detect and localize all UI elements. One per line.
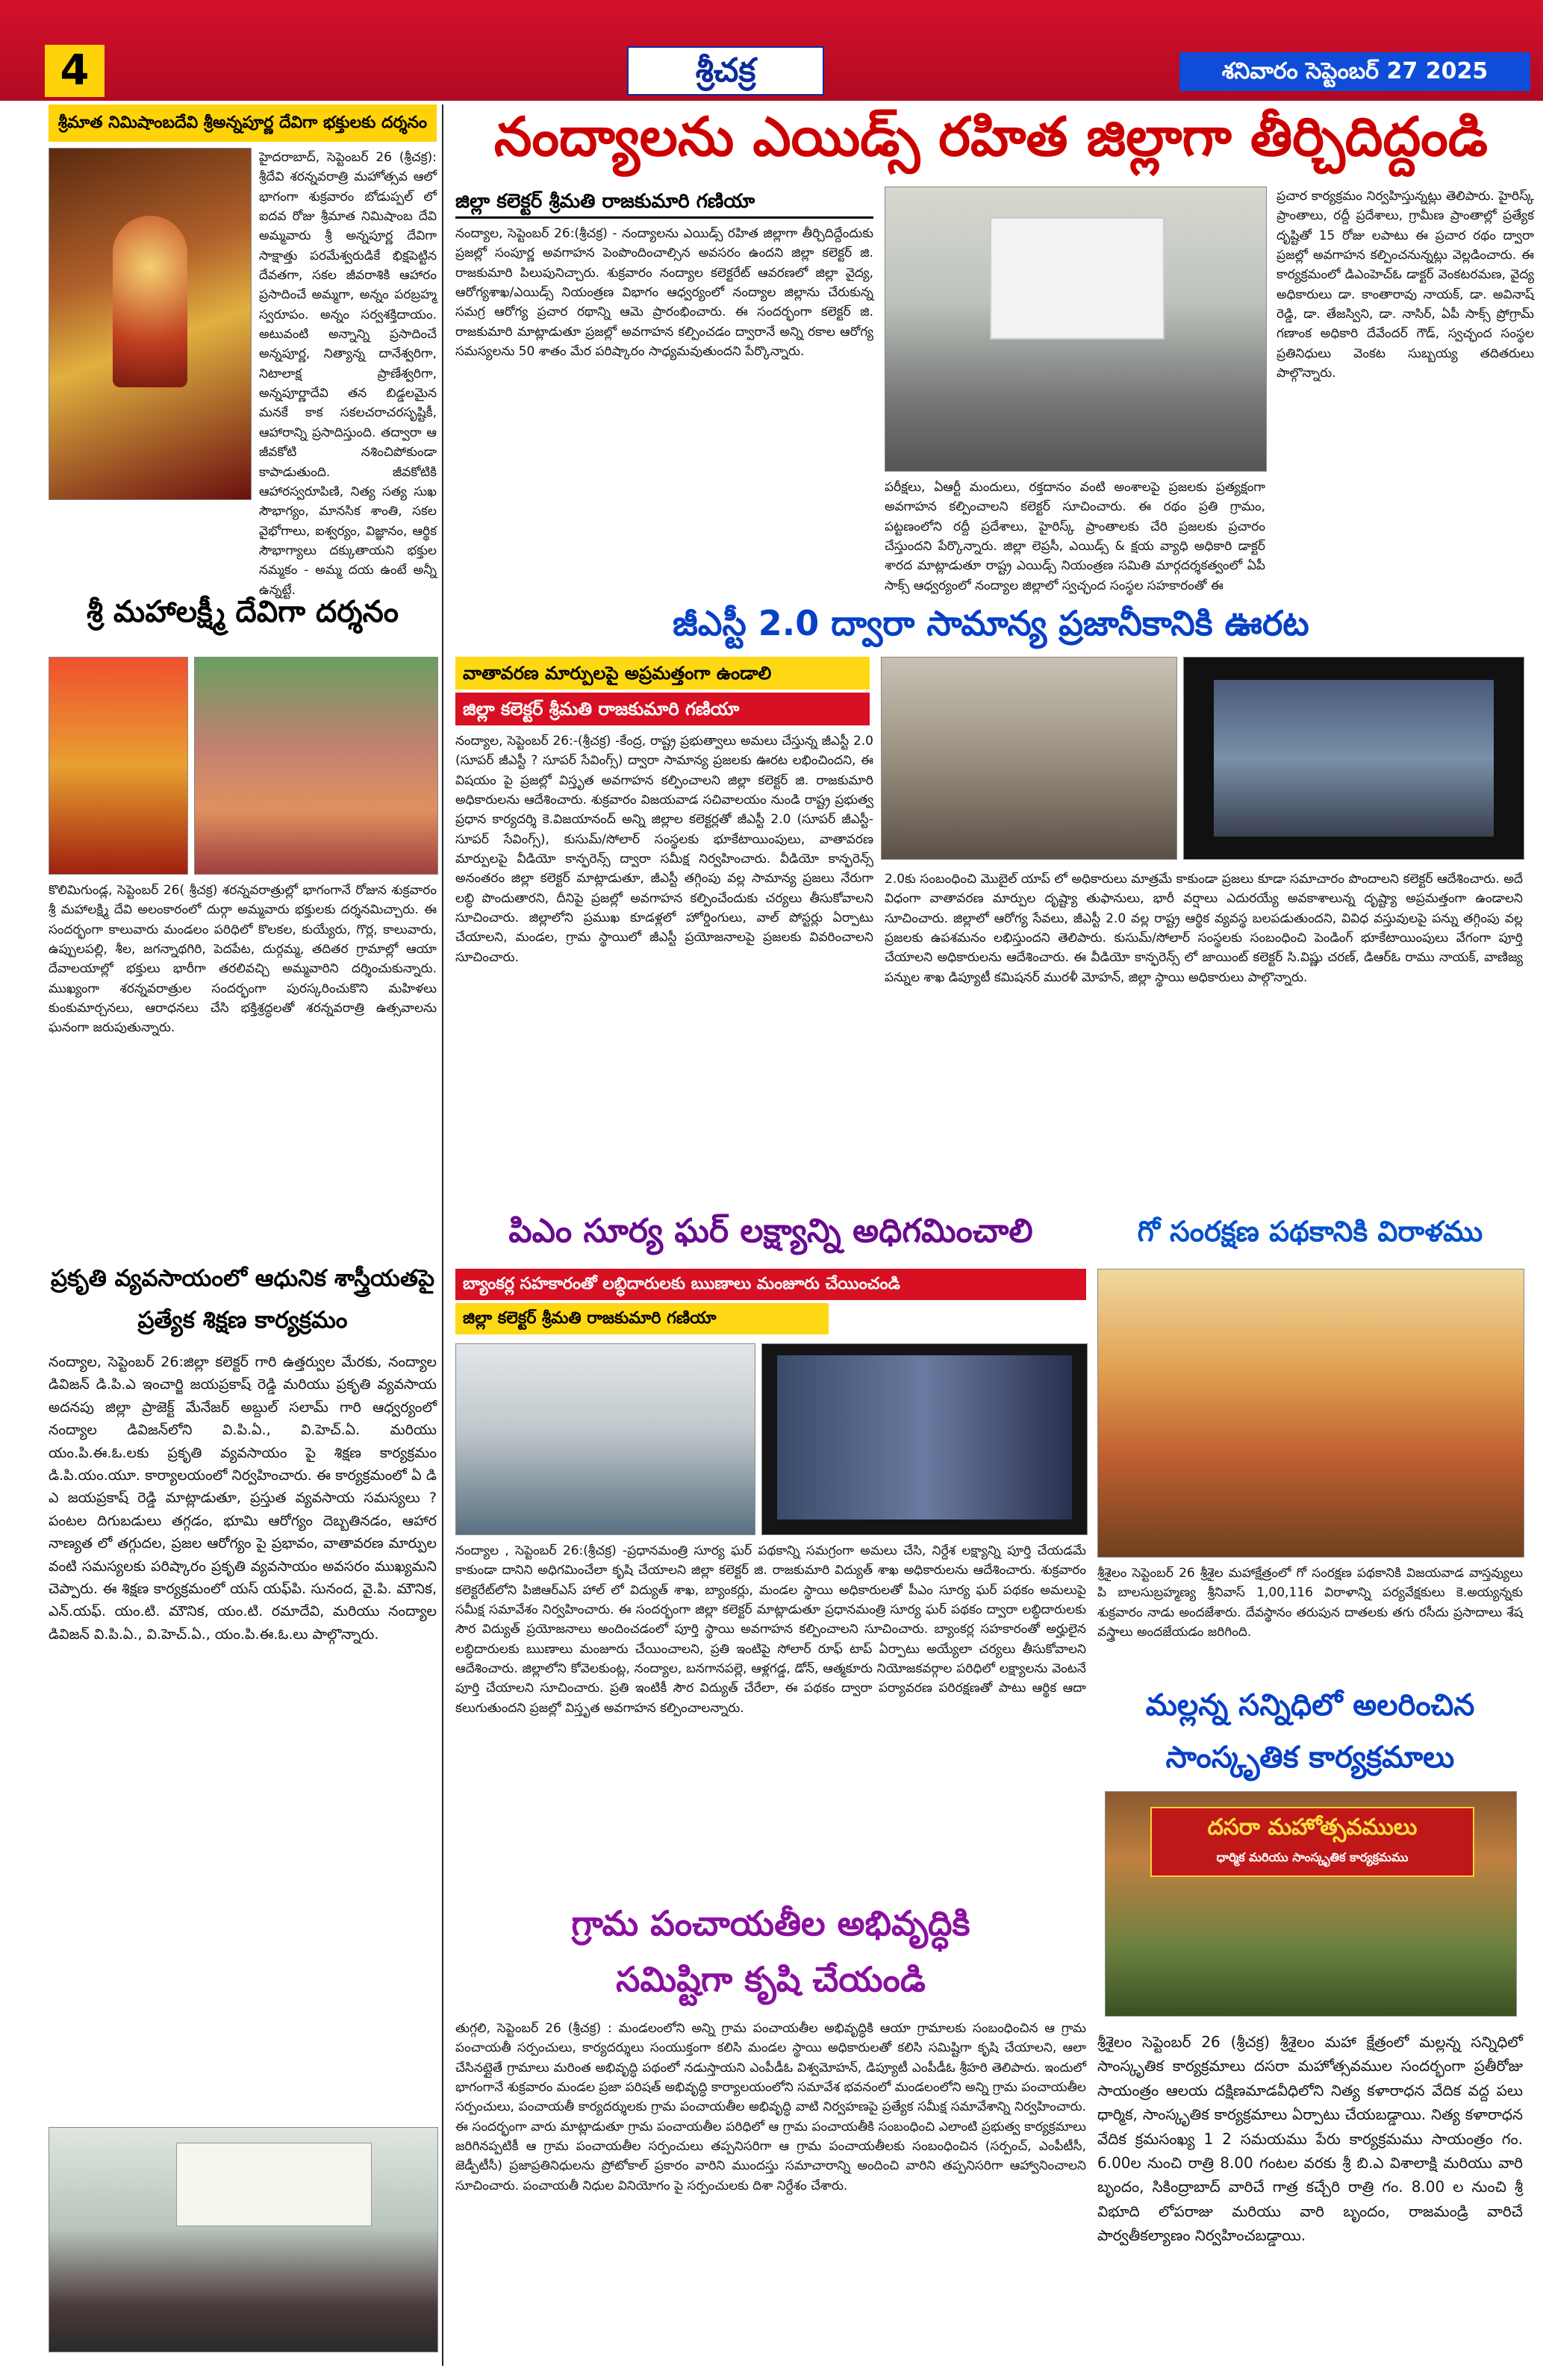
lead-byline: జిల్లా కలెక్టర్ శ్రీమతి రాజకుమారి గణియా bbox=[455, 187, 873, 219]
gst-body: నంద్యాల, సెప్టెంబర్ 26:-(శ్రీచక్ర) -కేంద్ర, రాష్ట్ర ప్రభుత్వాలు అమలు చేస్తున్న జీఎస్టీ 2.0 (సూపర్ జీఎస్టీ ? సూపర్ సేవింగ్స్) ద్వారా సామాన్య ప్రజలకు ఊరట లభించిందని, ఈ విషయం పై ప్రజల్లో విస్తృత అవగాహన కల్పించాలని జిల్లా కలెక్టర్ జి. రాజకుమారి అధికారులను ఆదేశించారు. శుక్రవారం విజయవాడ సచివాలయం నుండి రాష్ట్ర ప్రభుత్వ ప్రధాన కార్యదర్శి కె.విజయానంద్ అన్ని జిల్లాల కలెక్టర్లతో జీఎస్టీ 2.0 (సూపర్ జీఎస్టీ-సూపర్ సేవింగ్స్), కుసుమ్/సోలార్ సంస్థలకు భూకేటాయింపులు, వాతావరణ మార్పులపై వీడియో కాన్ఫరెన్స్ ద్వారా సమీక్ష నిర్వహించారు. వీడియో కాన్ఫరెన్స్ అనంతరం జిల్లా కలెక్టర్ మాట్లాడుతూ, జీఎస్టీ తగ్గింపు వల్ల సామాన్య ప్రజలు నేరుగా లబ్ధి పొందుతారని, దీనిపై ప్రజల్లో అవగాహన కల్పించేందుకు చర్యలు తీసుకోవాలని సూచించారు. జిల్లాలోని ప్రముఖ కూడళ్లలో హోర్డింగులు, వాల్ పోస్టర్లు ఏర్పాటు చేయాలని, మండల, గ్రామ స్థాయిలో జీఎస్టీ ప్రయోజనాలపై ప్రజలకు వివరించాలని సూచించారు. bbox=[455, 734, 873, 965]
column-divider bbox=[442, 104, 443, 2366]
gst-subhead-2: జిల్లా కలెక్టర్ శ్రీమతి రాజకుమారి గణియా bbox=[455, 693, 870, 725]
surya-video-conference-photo bbox=[761, 1343, 1088, 1535]
mallanna-body: శ్రీశైలం సెప్టెంబర్ 26 (శ్రీచక్ర) శ్రీశైలం మహా క్షేత్రంలో మల్లన్న సన్నిధిలో సాంస్కృతిక కార్యక్రమాలు దసరా మహోత్సవముల సందర్భంగా ప్రతీరోజు సాయంత్రం ఆలయ దక్షిణమాడవీధిలోని నిత్య కళారాధన వేదిక వద్ద పలు ధార్మిక, సాంస్కృతిక కార్యక్రమాలు ఏర్పాటు చేయబడ్డాయి. నిత్య కళారాధన వేదిక క్రమసంఖ్య 1 2 సమయము పేరు కార్యక్రమము సాయంత్రం గం. 6.00ల నుంచి రాత్రి 8.00 గంటల వరకు శ్రీ బి.ఎ విశాలాక్షి మరియు వారి బృందం, సికింద్రాబాద్ వారిచే గాత్ర కచ్చేరి రాత్రి గం. 8.00 ల నుంచి శ్రీ విభూది లోపరాజు మరియు వారి బృందం, రాజమండ్రి వారిచే పార్వతీకల్యాణం నిర్వహించబడ్డాయి. bbox=[1097, 2033, 1523, 2245]
go-headline: గో సంరక్షణ పథకానికి విరాళము bbox=[1137, 1215, 1483, 1248]
dasara-banner-title: దసరా మహోత్సవములు bbox=[1207, 1814, 1418, 1840]
surya-meeting-photo bbox=[455, 1343, 755, 1535]
lead-headline: నంద్యాలను ఎయిడ్స్ రహిత జిల్లాగా తీర్చిదిద్దండి bbox=[493, 105, 1489, 168]
panchayat-headline-2: సమిష్టిగా కృషి చేయండి bbox=[616, 1959, 926, 1999]
dasara-banner bbox=[1150, 1807, 1474, 1877]
go-body: శ్రీశైలం సెప్టెంబర్ 26 శ్రీశైల మహాక్షేత్రంలో గో సంరక్షణ పథకానికి విజయవాడ వాస్తవ్యులు పి బాలసుబ్రహ్మణ్య శ్రీనివాస్ 1,00,116 విరాళాన్ని పర్యవేక్షకులు కె.అయ్యన్నకు శుక్రవారం నాడు అందజేశారు. దేవస్థానం తరుపున దాతలకు తగు రసీదు ప్రసాదాలు శేష వస్త్రాలు అందజేయడం జరిగింది. bbox=[1097, 1566, 1523, 1640]
goddess-annapurna-photo bbox=[49, 148, 252, 500]
page-number: 4 bbox=[45, 45, 105, 97]
gst-meeting-photo bbox=[881, 657, 1177, 860]
panchayat-body: తుగ్గలి, సెప్టెంబర్ 26 (శ్రీచక్ర) : మండలంలోని అన్ని గ్రామ పంచాయతీల అభివృద్ధికి ఆయా గ్రామాలకు సంబంధించిన ఆ గ్రామ పంచాయతీ సర్పంచులు, కార్యదర్శులు సంయుక్తంగా కలిసి మండల స్థాయి అధికారులతో కలిసి సమిష్టిగా కృషి చేయాలని, ఆలా చేసినట్లైతే గ్రామాలు మరింత అభివృద్ధి పథంలో నడుస్తాయని ఎంపీడీఓ విశ్వమోహన్, డిప్యూటీ ఎంపీడీఓ శ్రీహరి తెలిపారు. ఇందులో భాగంగానే శుక్రవారం మండల ప్రజా పరిషత్ అభివృద్ధి కార్యాలయంలోని సమావేశ భవనంలో మండలంలోని అన్ని గ్రామ పంచాయతీల సర్పంచులు, పంచాయతీ కార్యదర్శులకు గ్రామ పంచాయతీల అభివృద్ధి వాటి నిర్వహణపై ప్రత్యేక సమీక్ష సమావేశాన్ని నిర్వహించారు. ఈ సందర్భంగా వారు మాట్లాడుతూ గ్రామ పంచాయతీల పరిధిలో ఆ గ్రామ పంచాయతీకి సంబంధించి ఎలాంటి ప్రభుత్వ కార్యక్రమాలు జరిగినప్పటికీ ఆ గ్రామ పంచాయతీల సర్పంచులు తప్పనిసరిగా ఆ గ్రామ పంచాయతీలకు సంబంధించిన (సర్పంచ్, ఎంపీటీసీ, జెడ్పీటీసీ) ప్రజాప్రతినిధులను ప్రోటోకాల్ ప్రకారం వారిని ముందస్తు సమాచారాన్ని అందించి వారిని తప్పనిసరిగా ఆహ్వానించాలని సూచించారు. పంచాయతీ నిధుల వినియోగం పై సర్పంచులకు దిశా నిర్దేశం చేశారు. bbox=[455, 2021, 1086, 2193]
donation-photo bbox=[1097, 1269, 1524, 1558]
lead-body: నంద్యాల, సెప్టెంబర్ 26:(శ్రీచక్ర) - నంద్యాలను ఎయిడ్స్ రహిత జిల్లాగా తీర్చిదిద్దేందుకు ప్రజల్లో సంపూర్ణ అవగాహన పెంపొందించాల్సిన అవసరం ఉందని జిల్లా కలెక్టర్ జి. రాజకుమారి పిలుపునిచ్చారు. శుక్రవారం నంద్యాల కలెక్టరేట్ ఆవరణలో జిల్లా వైద్య, ఆరోగ్యశాఖ/ఎయిడ్స్ నియంత్రణ విభాగం ఆధ్వర్యంలో నంద్యాల జిల్లాను చేరుకున్న సమగ్ర ఆరోగ్య ప్రచార రథాన్ని ఆమె ప్రారంభించారు. ఈ సందర్భంగా కలెక్టర్ జి. రాజకుమారి మాట్లాడుతూ ప్రజల్లో అవగాహన కల్పించడం ద్వారానే అన్ని రకాల ఆరోగ్య సమస్యలను 50 శాతం మేర పరిష్కారం సాధ్యమవుతుందని పేర్కొన్నారు. bbox=[455, 226, 873, 360]
story3-headline: ప్రకృతి వ్యవసాయంలో ఆధునిక శాస్త్రీయతపై ప్రత్యేక శిక్షణ కార్యక్రమం bbox=[50, 1265, 435, 1334]
panchayat-headline-1: గ్రామ పంచాయతీల అభివృద్ధికి bbox=[571, 1903, 970, 1943]
dasara-stage-photo bbox=[1105, 1791, 1517, 2017]
dasara-banner-subtitle: ధార్మిక మరియు సాంస్కృతిక కార్యక్రమము bbox=[1216, 1850, 1409, 1864]
surya-subhead-1: బ్యాంకర్ల సహకారంతో లబ్ధిదారులకు ఋణాలు మంజూరు చేయించండి bbox=[455, 1269, 1086, 1300]
mahalakshmi-photo-2 bbox=[194, 657, 438, 875]
mallanna-headline-2: సాంస్కృతిక కార్యక్రమాలు bbox=[1165, 1740, 1455, 1775]
story2-body: కొలిమిగుండ్ల, సెప్టెంబర్ 26( శ్రీచక్ర) శరన్నవరాత్రుల్లో భాగంగానే రోజున శుక్రవారం శ్రీ మహాలక్ష్మి దేవి అలంకారంలో దుర్గా అమ్మవారు భక్తులకు దర్శనమిచ్చారు. ఈ సందర్భంగా కాలువారు మండలం పరిధిలో కొలకల, కుయ్యేరు, గొర్ల, కాలువారు, ఉప్పులపల్లి, శీల, జగన్నాథగిరి, పెదపేట, దుర్గమ్మ, తదితర గ్రామాల్లో ఆయా దేవాలయాల్లో భక్తులు భారీగా తరలివచ్చి అమ్మవారిని దర్శించుకున్నారు. ముఖ్యంగా శరన్నవరాత్రుల సందర్భంగా పురస్కరించుకొని మహిళలు కుంకుమార్చనలు, ఆరాధనలు చేసి భక్తిశ్రద్ధలతో శరన్నవరాత్రి ఉత్సవాలను ఘనంగా జరుపుతున్నారు. bbox=[49, 883, 437, 1036]
gst-video-conference-photo bbox=[1183, 657, 1524, 860]
dateline: శనివారం సెప్టెంబర్ 27 2025 bbox=[1179, 52, 1530, 91]
lead-side-body: ప్రచార కార్యక్రమం నిర్వహిస్తున్నట్లు తెలిపారు. హైరిస్క్ ప్రాంతాలు, రద్దీ ప్రదేశాలు, గ్రామీణ ప్రాంతాల్లో ప్రత్యేక దృష్టితో 15 రోజు లపాటు ఈ ప్రచార రథం ద్వారా ప్రజల్లో అవగాహన కల్పించనున్నట్లు వెల్లడించారు. ఈ కార్యక్రమంలో డిఎంహెచ్ఓ డాక్టర్ వెంకటరమణ, వైద్య అధికారులు డా. కాంతారావు నాయక్, డా. అవినాష్ రెడ్డి, డా. తేజస్విని, డా. నాసిర్, ఏపీ సాక్స్ ప్రోగ్రామ్ గణాంక అధికారి దేవేందర్ గౌడ్, స్వచ్ఛంద సంస్థల ప్రతినిధులు వెంకట సుబ్బయ్య తదితరులు పాల్గొన్నారు. bbox=[1277, 189, 1534, 381]
aids-campaign-vehicle-photo bbox=[885, 187, 1267, 472]
gst-subhead-1: వాతావరణ మార్పులపై అప్రమత్తంగా ఉండాలి bbox=[455, 657, 870, 690]
story3-body: నంద్యాల, సెప్టెంబర్ 26:జిల్లా కలెక్టర్ గారి ఉత్తర్వుల మేరకు, నంద్యాల డివిజన్ డి.పి.ఎ ఇంచార్జి జయప్రకాష్ రెడ్డి మరియు ప్రకృతి వ్యవసాయ అదనపు జిల్లా ప్రాజెక్ట్ మేనేజర్ అబ్దుల్ సలామ్ గారి ఆధ్వర్యంలో నంద్యాల డివిజన్‌లోని వి.పి.ఏ., వి.హెచ్.ఏ. మరియు యం.పి.ఈ.ఓ.లకు ప్రకృతి వ్యవసాయం పై శిక్షణ కార్యక్రమం డి.పి.యం.యూ. కార్యాలయంలో నిర్వహించారు. ఈ కార్యక్రమంలో ఏ డి ఎ జయప్రకాష్ రెడ్డి మాట్లాడుతూ, ప్రస్తుత వ్యవసాయ సమస్యలు ? పంటల దిగుబడులు తగ్గడం, భూమి ఆరోగ్యం దెబ్బతినడం, ఆహార నాణ్యత లో తగ్గుదల, ప్రజల ఆరోగ్యం పై ప్రభావం, వాతావరణ మార్పుల వంటి సమస్యలకు పరిష్కారం ప్రకృతి వ్యవసాయం అవసరం ముఖ్యమని చెప్పారు. ఈ శిక్షణ కార్యక్రమంలో యస్ యఫ్‌పి. సునంద, వై.పి. మౌనిక, ఎన్.యఫ్. యం.టి. మౌనిక, యం.టి. రమాదేవి, మరియు నంద్యాల డివిజన్ వి.పి.ఏ., వి.హెచ్.ఏ., యం.పి.ఈ.ఓ.లు పాల్గొన్నారు. bbox=[49, 1354, 437, 1643]
surya-headline: పిఎం సూర్య ఘర్ లక్ష్యాన్ని అధిగమించాలి bbox=[508, 1212, 1033, 1250]
story1-body: హైదరాబాద్, సెప్టెంబర్ 26 (శ్రీచక్ర): శ్రీదేవి శరన్నవరాత్రి మహోత్సవ ఆలో భాగంగా శుక్రవారం బోడుప్పల్ లో ఐదవ రోజు శ్రీమాత నిమిషాంబ దేవి అమ్మవారు శ్రీ అన్నపూర్ణ దేవిగా సాక్షాత్తు పరమేశ్వరుడికే భిక్షపెట్టిన దేవతగా, సకల జీవరాశికి ఆహారం ప్రసాదించే అమ్మగా, అన్నం పరబ్రహ్మ స్వరూపం. అన్నం సర్వశక్తిదాయం. అటువంటి అన్నాన్ని ప్రసాదించే అన్నపూర్ణ, నిత్యాన్న దానేశ్వరిగా, నిటాలాక్ష ప్రాణేశ్వరిగా, అన్నపూర్ణాదేవి తన బిడ్డలమైన మనకే కాక సకలచరాచరసృష్టికీ, ఆహారాన్ని ప్రసాదిస్తుంది. తద్వారా ఆ జీవకోటి నశించిపోకుండా కాపాడుతుంది. జీవకోటికి ఆహారస్వరూపిణి, నిత్య సత్య సుఖ సౌభాగ్యం, మానసిక శాంతి, సకల వైభోగాలు, ఐశ్వర్యం, విజ్ఞానం, ఆర్థిక సౌభాగ్యాలు దక్కుతాయని భక్తుల నమ్మకం - అమ్మ దయ ఉంటే అన్నీ ఉన్నట్టే. bbox=[259, 150, 437, 598]
mallanna-headline-1: మల్లన్న సన్నిధిలో అలరించిన bbox=[1145, 1688, 1475, 1722]
mahalakshmi-photo-1 bbox=[49, 657, 188, 875]
left-column bbox=[41, 104, 440, 2366]
newspaper-logo: శ్రీచక్ర bbox=[627, 46, 824, 96]
surya-subhead-2: జిల్లా కలెక్టర్ శ్రీమతి రాజకుమారి గణియా bbox=[455, 1303, 829, 1334]
gst-body-right: 2.0కు సంబంధించి మొబైల్ యాప్ లో అధికారులు మాత్రమే కాకుండా ప్రజలు కూడా సమాచారం పొందాలని కలెక్టర్ ఆదేశించారు. అదే విధంగా వాతావరణ మార్పుల దృష్ట్యా తుఫానులు, భారీ వర్షాలు ఎదురయ్యే అవకాశాలున్న దృష్ట్యా అప్రమత్తంగా ఉండాలని సూచించారు. జిల్లాలో ఆరోగ్య సేవలు, జీఎస్టీ 2.0 వల్ల రాష్ట్ర ఆర్థిక వ్యవస్థ బలపడుతుందని, వివిధ వస్తువులపై పన్ను తగ్గింపు వల్ల ప్రజలకు ఉపశమనం లభిస్తుందని తెలిపారు. కుసుమ్/సోలార్ సంస్థలకు సంబంధించి పెండింగ్ భూకేటాయింపులు వేగంగా పూర్తి చేయాలని అధికారులను ఆదేశించారు. ఈ వీడియో కాన్ఫరెన్స్ లో జాయింట్ కలెక్టర్ సి.విష్ణు చరణ్, డిఆర్ఓ రాము నాయక్, వాణిజ్య పన్నుల శాఖ డిప్యూటీ కమిషనర్ మురళీ మోహన్, జిల్లా స్థాయి అధికారులు పాల్గొన్నారు. bbox=[885, 872, 1523, 985]
surya-body: నంద్యాల , సెప్టెంబర్ 26:(శ్రీచక్ర) -ప్రధానమంత్రి సూర్య ఘర్ పథకాన్ని సమగ్రంగా అమలు చేసి, నిర్దేశ లక్ష్యాన్ని పూర్తి చేయడమే కాకుండా దానిని అధిగమించేలా కృషి చేయాలని జిల్లా కలెక్టర్ జి. రాజకుమారి విద్యుత్ శాఖ అధికారులను ఆదేశించారు. శుక్రవారం కలెక్టరేట్‌లోని పిజిఆర్ఎస్ హాల్ లో విద్యుత్ శాఖ, బ్యాంకర్లు, మండల స్థాయి అధికారులతో పీఎం సూర్య ఘర్ పథకం అమలుపై సమీక్ష సమావేశం నిర్వహించారు. ఈ సందర్భంగా జిల్లా కలెక్టర్ మాట్లాడుతూ ప్రధానమంత్రి సూర్య ఘర్ పథకం ద్వారా లబ్ధిదారులకు సౌర విద్యుత్ ప్రయోజనాలు అందించడంలో పూర్తి స్థాయి అవగాహన కల్పించాలని సూచించారు. బ్యాంకర్ల సహకారంతో అర్హులైన లబ్ధిదారులకు ఋణాలు మంజూరు చేయించాలని, ప్రతి ఇంటిపై సోలార్ రూఫ్ టాప్ ఏర్పాటు అయ్యేలా చర్యలు తీసుకోవాలని ఆదేశించారు. జిల్లాలోని కోవెలకుంట్ల, నంద్యాల, బనగానపల్లె, ఆళ్లగడ్డ, డోన్, ఆత్మకూరు నియోజకవర్గాల పరిధిలో లక్ష్యాలను వెంటనే పూర్తి చేయాలని సూచించారు. ప్రతి ఇంటికీ సౌర విద్యుత్ చేరేలా, ఈ పథకం ద్వారా పర్యావరణ పరిరక్షణతో పాటు ఆర్థిక ఆదా కలుగుతుందని ప్రజల్లో విస్తృత అవగాహన కల్పించాలన్నారు. bbox=[455, 1543, 1086, 1716]
story2-headline: శ్రీ మహాలక్ష్మీ దేవిగా దర్శనం bbox=[87, 595, 399, 629]
gst-headline: జీఎస్టీ 2.0 ద్వారా సామాన్య ప్రజానీకానికి ఊరట bbox=[673, 603, 1309, 643]
training-program-photo bbox=[49, 2127, 438, 2352]
story1-headline: శ్రీమాత నిమిషాంబదేవి శ్రీఅన్నపూర్ణ దేవిగా భక్తులకు దర్శనం bbox=[49, 104, 437, 142]
lead-after-photo: పరీక్షలు, ఏఆర్టీ మందులు, రక్తదానం వంటి అంశాలపై ప్రజలకు ప్రత్యక్షంగా అవగాహన కల్పించాలని కలెక్టర్ సూచించారు. ఈ రథం ప్రతి గ్రామం, పట్టణంలోని రద్దీ ప్రదేశాలు, హైరిస్క్ ప్రాంతాలకు చేరి ప్రజలకు ప్రచారం చేస్తుందని పేర్కొన్నారు. జిల్లా లెప్రసీ, ఎయిడ్స్ & క్షయ వ్యాధి అధికారి డాక్టర్ శారద మాట్లాడుతూ రాష్ట్ర ఎయిడ్స్ నియంత్రణ సమితి మార్గదర్శకత్వంలో ఏపీ సాక్స్ ఆధ్వర్యంలో నంద్యాల జిల్లాలో స్వచ్ఛంద సంస్థల సహకారంతో ఈ bbox=[885, 480, 1265, 593]
